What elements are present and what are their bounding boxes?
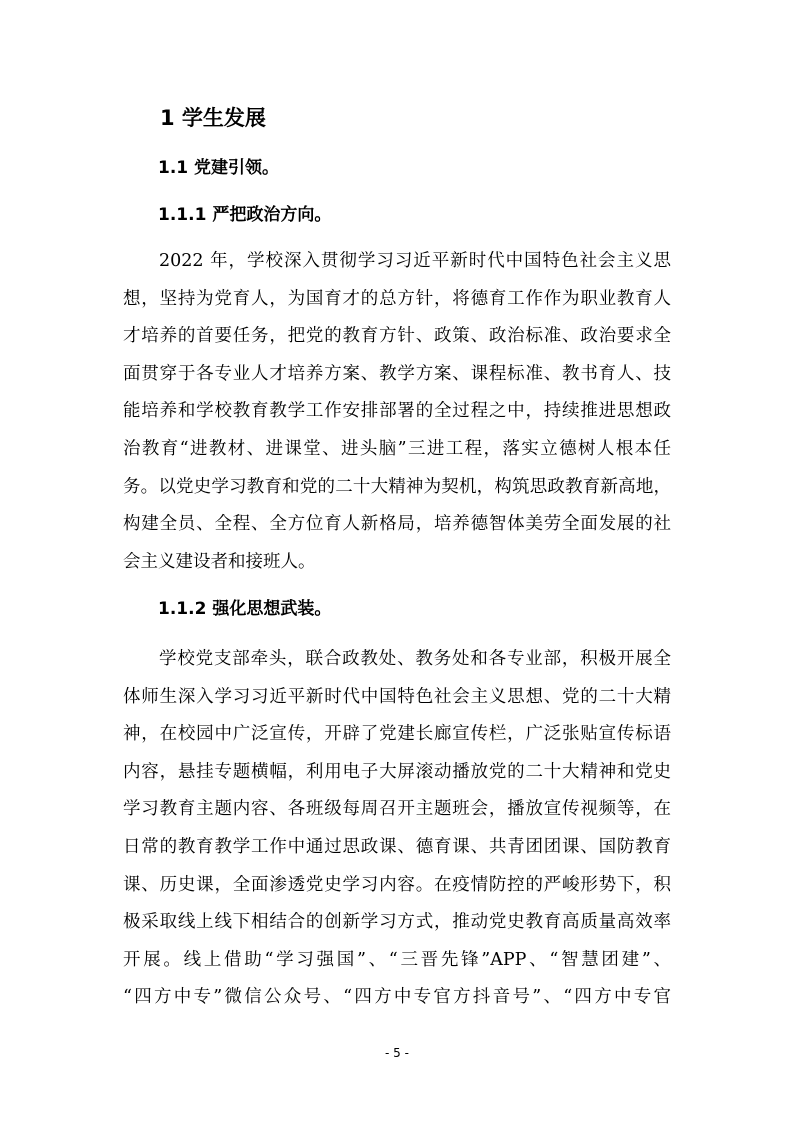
paragraph-line: 会主义建设者和接班人。: [123, 551, 316, 572]
paragraph-1: [123, 243, 671, 581]
section-heading-1: 1 学生发展: [160, 106, 266, 130]
paragraph-2: [123, 641, 671, 1017]
paragraph-line: 神，在校园中广泛宣传，开辟了党建长廊宣传栏，广泛张贴宣传标语: [123, 724, 671, 745]
page-number: - 5 -: [385, 1046, 409, 1060]
paragraph-line: 内容，悬挂专题横幅，利用电子大屏滚动播放党的二十大精神和党史: [123, 761, 671, 782]
paragraph-line: “四方中专”微信公众号、“四方中专官方抖音号”、“四方中专官: [123, 987, 671, 1008]
paragraph-line: 构建全员、全程、全方位育人新格局，培养德智体美劳全面发展的社: [123, 514, 671, 535]
paragraph-line: 务。以党史学习教育和党的二十大精神为契机，构筑思政教育新高地，: [123, 476, 671, 497]
paragraph-line: 学习教育主题内容、各班级每周召开主题班会，播放宣传视频等，在: [123, 799, 671, 820]
paragraph-line: 2022 年，学校深入贯彻学习习近平新时代中国特色社会主义思: [159, 251, 671, 271]
subsection-heading-1-1: 1.1 党建引领。: [158, 158, 280, 178]
paragraph-line: 面贯穿于各专业人才培养方案、教学方案、课程标准、教书育人、技: [123, 363, 671, 384]
paragraph-line: 日常的教育教学工作中通过思政课、德育课、共青团团课、国防教育: [123, 836, 671, 857]
paragraph-line: 开展。线上借助“学习强国”、“三晋先锋”APP、“智慧团建”、: [123, 949, 671, 970]
paragraph-line: 课、历史课，全面渗透党史学习内容。在疫情防控的严峻形势下，积: [123, 874, 671, 895]
paragraph-line: 才培养的首要任务，把党的教育方针、政策、政治标准、政治要求全: [123, 326, 671, 347]
paragraph-line: 想，坚持为党育人，为国育才的总方针，将德育工作作为职业教育人: [123, 288, 671, 309]
paragraph-line: 能培养和学校教育教学工作安排部署的全过程之中，持续推进思想政: [123, 401, 671, 422]
paragraph-line: 学校党支部牵头，联合政教处、教务处和各专业部，积极开展全: [159, 649, 671, 669]
subsubsection-heading-1-1-1: 1.1.1 严把政治方向。: [158, 205, 332, 225]
paragraph-line: 治教育“进教材、进课堂、进头脑”三进工程，落实立德树人根本任: [123, 438, 671, 459]
paragraph-line: 极采取线上线下相结合的创新学习方式，推动党史教育高质量高效率: [123, 912, 671, 933]
subsubsection-heading-1-1-2: 1.1.2 强化思想武装。: [158, 599, 332, 619]
paragraph-line: 体师生深入学习习近平新时代中国特色社会主义思想、党的二十大精: [123, 686, 671, 707]
